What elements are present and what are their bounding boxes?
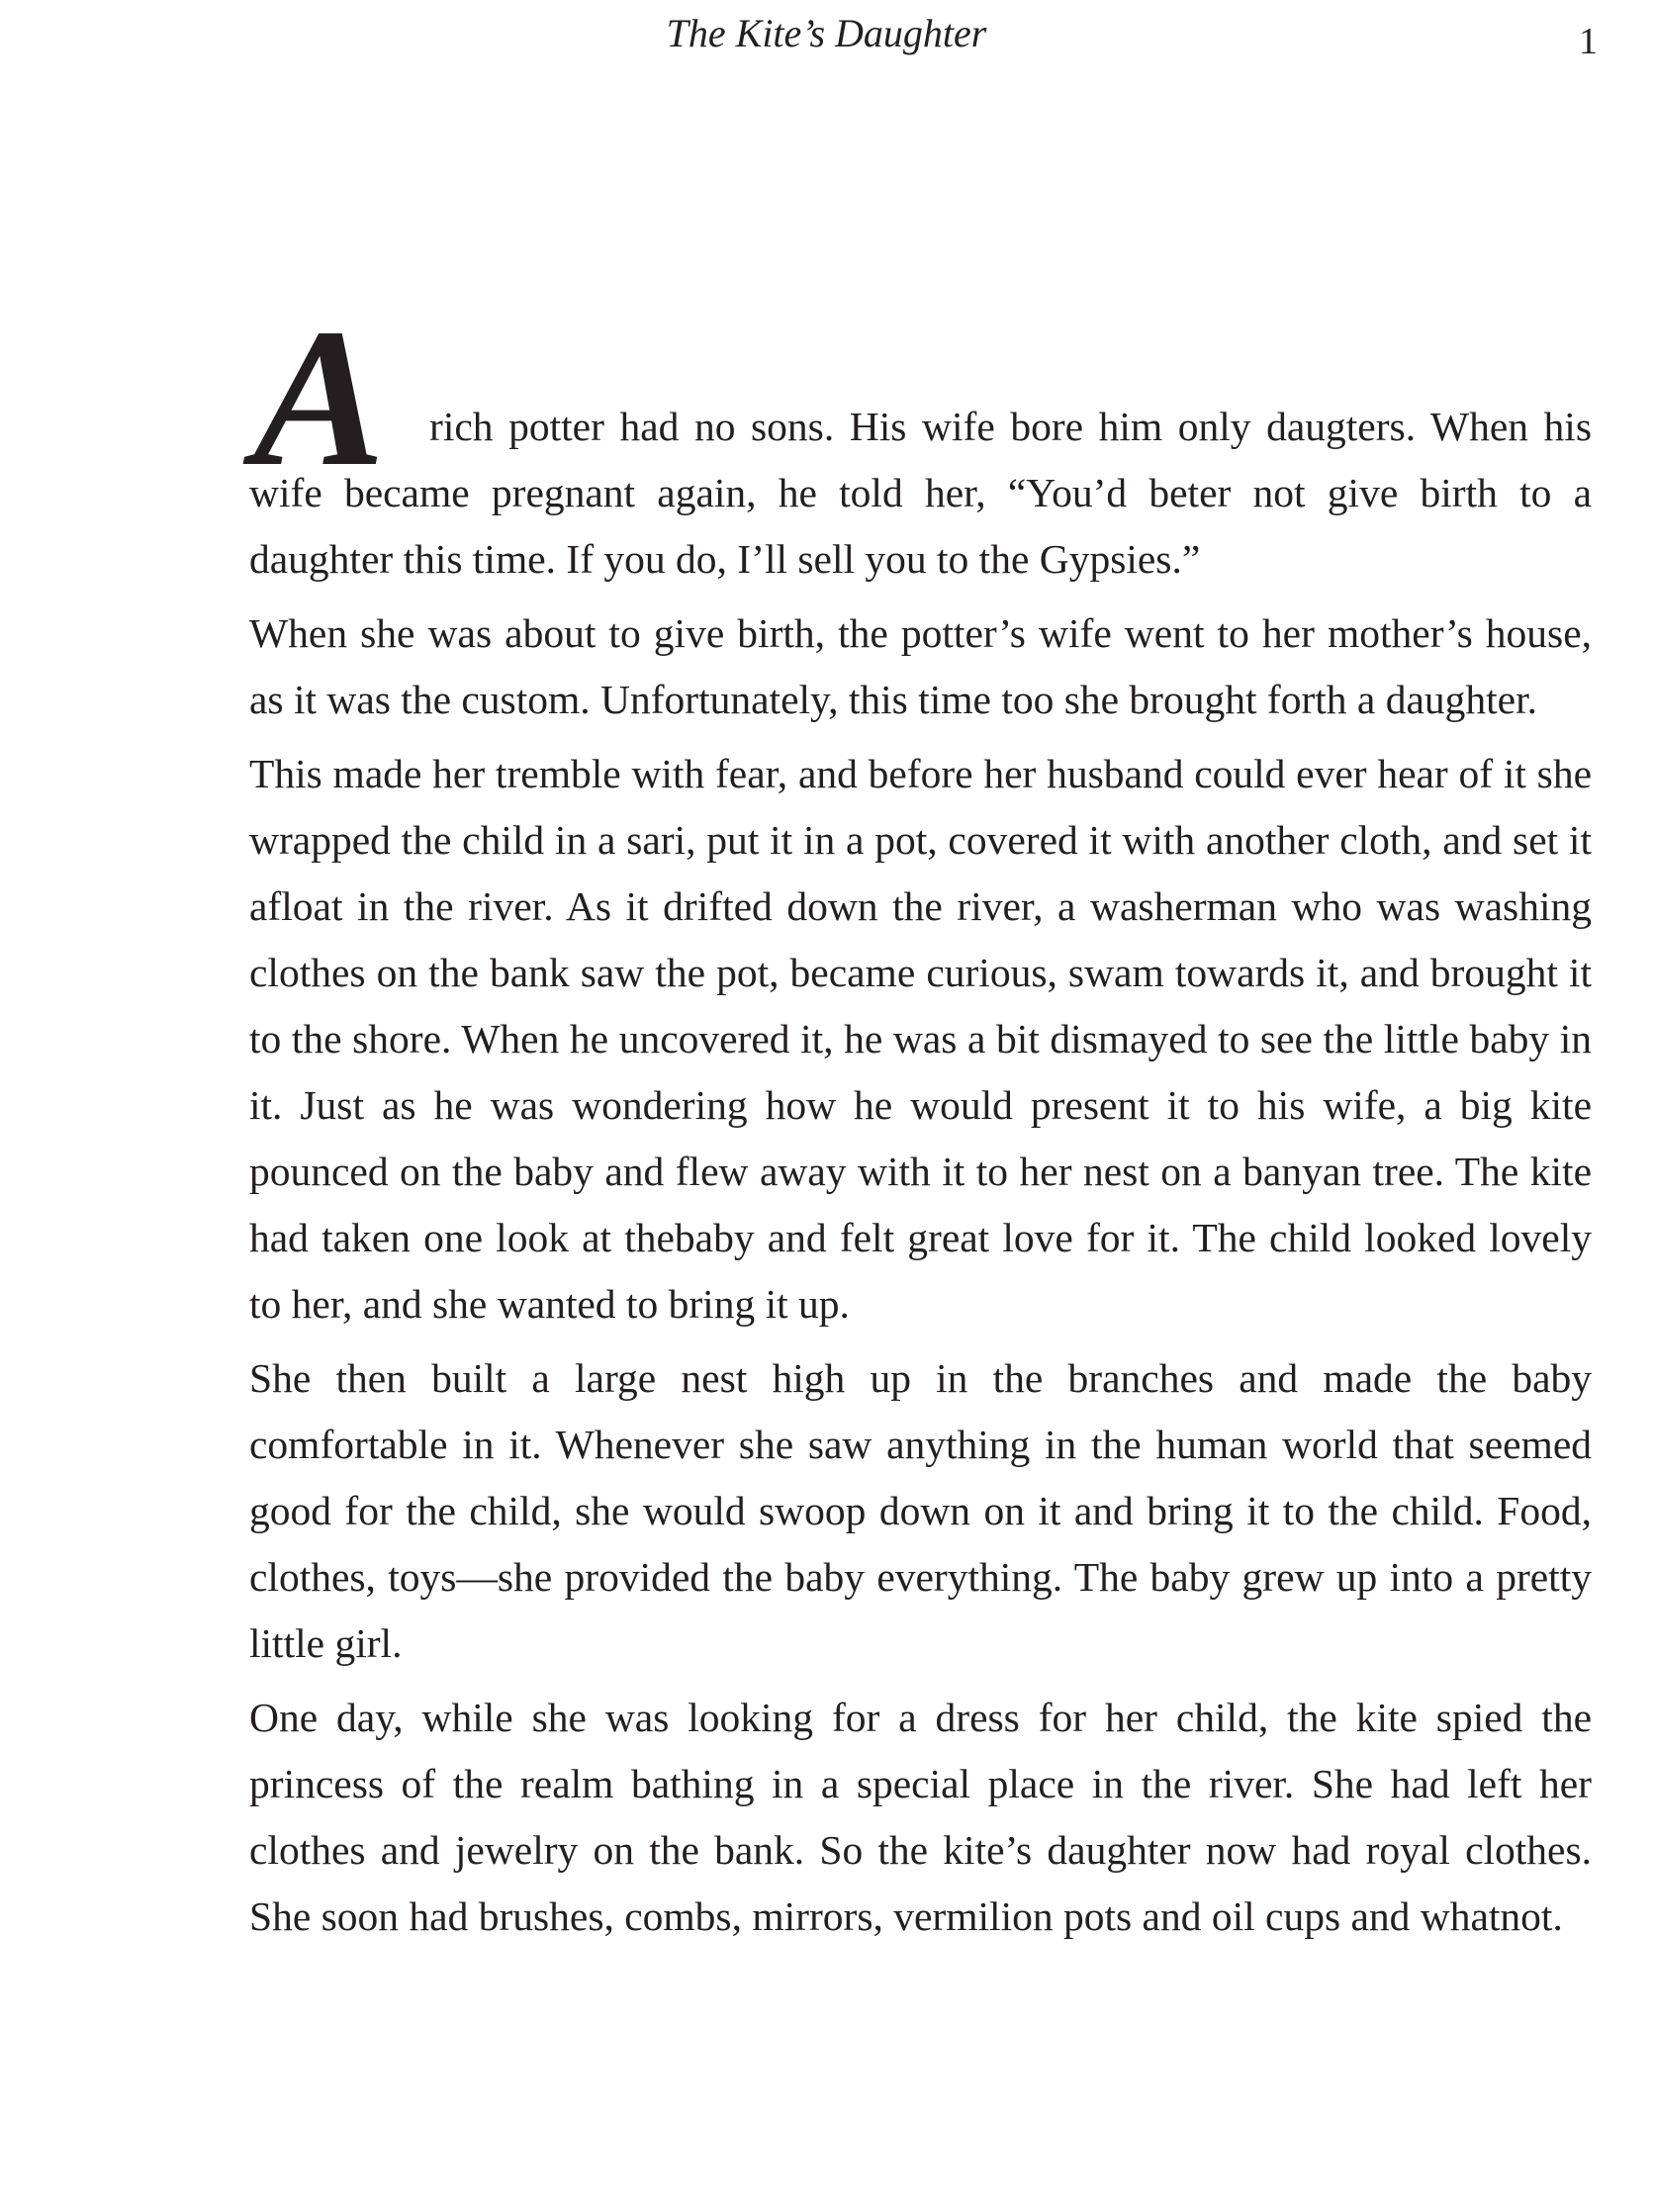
paragraph-3: This made her tremble with fear, and before her husband could ever hear of it she wrapped the child in a sari, put it in a pot, covered it with another cloth, and set it afloat in the river. As it drifted down the river, a washerman who was washing clothes on the bank saw the pot, became curious, swam towards it, and brought it to the shore. When he uncovered it, he was a bit dismayed to see the little baby in it. Just as he was wondering how he would present it to his wife, a big kite pounced on the baby and flew away with it to her nest on a banyan tree. The kite had taken one look at thebaby and felt great love for it. The child looked lovely to her, and she wanted to bring it up. (249, 751, 1592, 1327)
paragraph-1 (249, 289, 1592, 593)
page-number: 1 (1579, 21, 1598, 62)
drop-cap: A (253, 289, 386, 507)
paragraph-5: One day, while she was looking for a dress for her child, the kite spied the princess of the realm bathing in a special place in the river. She had left her clothes and jewelry on the bank. So the kite’s daughter now had royal clothes. She soon had brushes, combs, mirrors, vermilion pots and oil cups and whatnot. (249, 1695, 1592, 1939)
paragraph-4: She then built a large nest high up in the branches and made the baby comfortable in it. Whenever she saw anything in the human world that seemed good for the child, she would swoop down on it and bring it to the child. Food, clothes, toys—she provided the baby everything. The baby grew up into a pretty little girl. (249, 1355, 1592, 1666)
story-body (249, 289, 1592, 1958)
paragraph-1-text: rich potter had no sons. His wife bore him only daugters. When his wife became pregnant again, he told her, “You’d beter not give birth to a daughter this time. If you do, I’ll sell you to the Gypsies.” (249, 404, 1592, 582)
running-title: The Kite’s Daughter (666, 11, 987, 55)
paragraph-2: When she was about to give birth, the potter’s wife went to her mother’s house, as it was the custom. Unfortunately, this time too she brought forth a daughter. (249, 610, 1592, 722)
